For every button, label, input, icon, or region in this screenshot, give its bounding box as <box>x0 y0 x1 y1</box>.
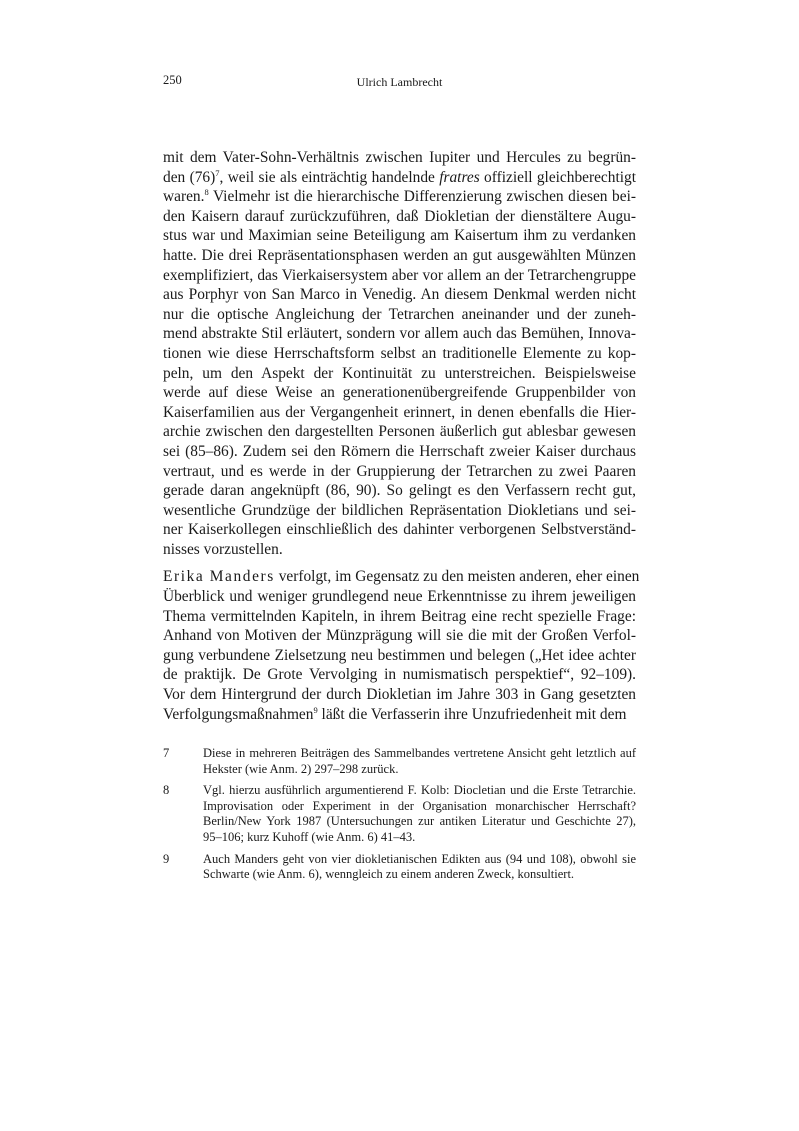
text-line <box>163 626 636 646</box>
text-line <box>163 567 640 587</box>
text-line <box>163 383 636 403</box>
text-line <box>163 587 636 607</box>
author-name: Erika Manders <box>163 568 275 586</box>
footnote-number: 7 <box>163 746 170 760</box>
text-segment: gung verbundene Zielsetzung neu bestimmen und belegen („Het idee achter <box>163 646 636 664</box>
text-segment: peln, um den Aspekt der Kontinuität zu unterstreichen. Beispielsweise <box>163 364 636 382</box>
text-line <box>163 324 636 344</box>
text-line <box>163 462 636 482</box>
footnote-number: 8 <box>163 783 170 798</box>
text-segment: sei (85–86). Zudem sei den Römern die Herrschaft zweier Kaiser durchaus <box>163 442 636 460</box>
text-segment: stus war und Maximian seine Beteiligung am Kaisertum ihm zu verdanken <box>163 227 636 245</box>
text-segment: nur die optische Angleichung der Tetrarchen aneinander und der zuneh- <box>163 305 636 323</box>
text-segment: gerade daran angeknüpft (86, 90). So gelingt es den Verfassern recht gut, <box>163 482 636 500</box>
text-segment: mend abstrakte Stil erläutert, sondern vor allem auch das Bemühen, Innova- <box>163 325 636 343</box>
paragraph <box>163 148 636 559</box>
text-line <box>163 187 636 207</box>
text-segment: werde auf diese Weise an generationenübergreifende Gruppenbilder von <box>163 384 636 402</box>
text-segment: , weil sie als einträchtig handelnde <box>219 168 440 186</box>
text-line <box>163 148 636 168</box>
footnotes <box>163 746 636 889</box>
text-line <box>163 266 636 286</box>
text-segment: waren. <box>163 188 205 206</box>
text-segment: Verfolgungsmaßnahmen <box>163 705 314 723</box>
text-line <box>163 207 636 227</box>
text-segment: tionen wie diese Herrschaftsform selbst an traditionelle Elemente zu kop- <box>163 344 636 362</box>
text-line <box>163 646 636 666</box>
text-segment: ner Kaiserkollegen einschließlich des dahinter verborgenen Selbstverständ- <box>163 521 636 539</box>
text-line <box>163 685 636 705</box>
text-line <box>163 607 636 627</box>
text-line <box>163 403 636 423</box>
footnote-marker: 9 <box>313 704 318 715</box>
italic-term: fratres <box>439 168 480 186</box>
text-segment: hatte. Die drei Repräsentationsphasen werden an gut ausgewählten Münzen <box>163 246 636 264</box>
text-segment: Kaiserfamilien aus der Vergangenheit erinnert, in denen ebenfalls die Hier- <box>163 403 636 421</box>
footnote-line: Diese in mehreren Beiträgen des Sammelbandes vertretene Ansicht geht letztlich auf <box>203 746 636 760</box>
footnote-text <box>203 746 636 777</box>
text-line <box>163 520 636 540</box>
text-segment: Vor dem Hintergrund der durch Diokletian im Jahre 303 in Gang gesetzten <box>163 686 636 704</box>
text-segment: Anhand von Motiven der Münzprägung will sie die mit der Großen Verfol- <box>163 627 636 645</box>
text-segment: vertraut, und es werde in der Gruppierung der Tetrarchen zu zwei Paaren <box>163 462 636 480</box>
footnote-marker: 7 <box>215 167 220 178</box>
text-line <box>163 501 636 521</box>
text-segment: läßt die Verfasserin ihre Unzufriedenheit mit dem <box>317 705 627 723</box>
text-segment: Überblick und weniger grundlegend neue Erkenntnisse zu ihrem jeweiligen <box>163 588 636 606</box>
text-line <box>163 305 636 325</box>
text-line <box>163 705 636 725</box>
footnote-marker: 8 <box>204 187 209 198</box>
text-segment: den (76) <box>163 168 216 186</box>
text-segment: exemplifiziert, das Vierkaisersystem aber vor allem an der Tetrarchengruppe <box>163 266 636 284</box>
text-line <box>163 364 636 384</box>
text-line <box>163 344 636 364</box>
text-line <box>163 540 636 560</box>
page-number: 250 <box>163 73 182 87</box>
paragraph <box>163 567 640 724</box>
text-segment: nisses vorzustellen. <box>163 540 283 558</box>
text-line <box>163 442 636 462</box>
running-head <box>163 73 636 91</box>
text-segment: verfolgt, im Gegensatz zu den meisten anderen, eher einen <box>274 568 640 586</box>
footnote-number: 9 <box>163 851 170 866</box>
text-segment: den Kaisern darauf zurückzuführen, daß Diokletian der dienstältere Augu- <box>163 207 636 225</box>
text-line <box>163 246 636 266</box>
footnote-line: Schwarte (wie Anm. 6), wenngleich zu einem anderen Zweck, konsultiert. <box>203 867 575 882</box>
footnote <box>163 783 636 845</box>
text-line <box>163 665 636 685</box>
paragraph-gap <box>163 559 636 567</box>
text-line <box>163 226 636 246</box>
footnote-line: Berlin/New York 1987 (Untersuchungen zur antiken Literatur und Geschichte 27), <box>203 814 636 829</box>
footnote-line: Improvisation oder Experiment in der Organisation monarchischer Herrschaft? <box>203 798 636 813</box>
text-segment: Vielmehr ist die hierarchische Differenzierung zwischen diesen bei- <box>208 188 636 206</box>
footnote-line: Auch Manders geht von vier diokletianischen Edikten aus (94 und 108), obwohl sie <box>203 851 636 866</box>
footnote-text <box>203 852 636 883</box>
footnote <box>163 852 636 883</box>
body-text <box>163 148 640 724</box>
text-segment: aus Porphyr von San Marco in Venedig. An diesem Denkmal werden nicht <box>163 286 636 304</box>
text-line <box>163 285 636 305</box>
text-segment: wesentliche Grundzüge der bildlichen Repräsentation Diokletians und sei- <box>163 501 636 519</box>
text-line <box>163 168 636 188</box>
footnote-text <box>203 783 636 845</box>
text-segment: mit dem Vater-Sohn-Verhältnis zwischen Iupiter und Hercules zu begrün- <box>163 149 636 166</box>
running-head-author: Ulrich Lambrecht <box>356 75 443 89</box>
text-segment: archie zwischen den dargestellten Personen äußerlich gut ablesbar gewesen <box>163 423 636 441</box>
text-segment: de praktijk. De Grote Vervolging in numismatisch perspektief“, 92–109). <box>163 666 636 684</box>
text-segment: Thema vermittelnden Kapiteln, in ihrem Beitrag eine recht spezielle Frage: <box>163 607 636 625</box>
footnote <box>163 746 636 777</box>
footnote-line: Vgl. hierzu ausführlich argumentierend F. Kolb: Diocletian und die Erste Tetrarchie. <box>203 783 636 798</box>
text-segment: offiziell gleichberechtigt <box>479 168 636 186</box>
footnote-line: Hekster (wie Anm. 2) 297–298 zurück. <box>203 761 399 776</box>
text-line <box>163 481 636 501</box>
footnote-line: 95–106; kurz Kuhoff (wie Anm. 6) 41–43. <box>203 829 416 844</box>
text-line <box>163 422 636 442</box>
